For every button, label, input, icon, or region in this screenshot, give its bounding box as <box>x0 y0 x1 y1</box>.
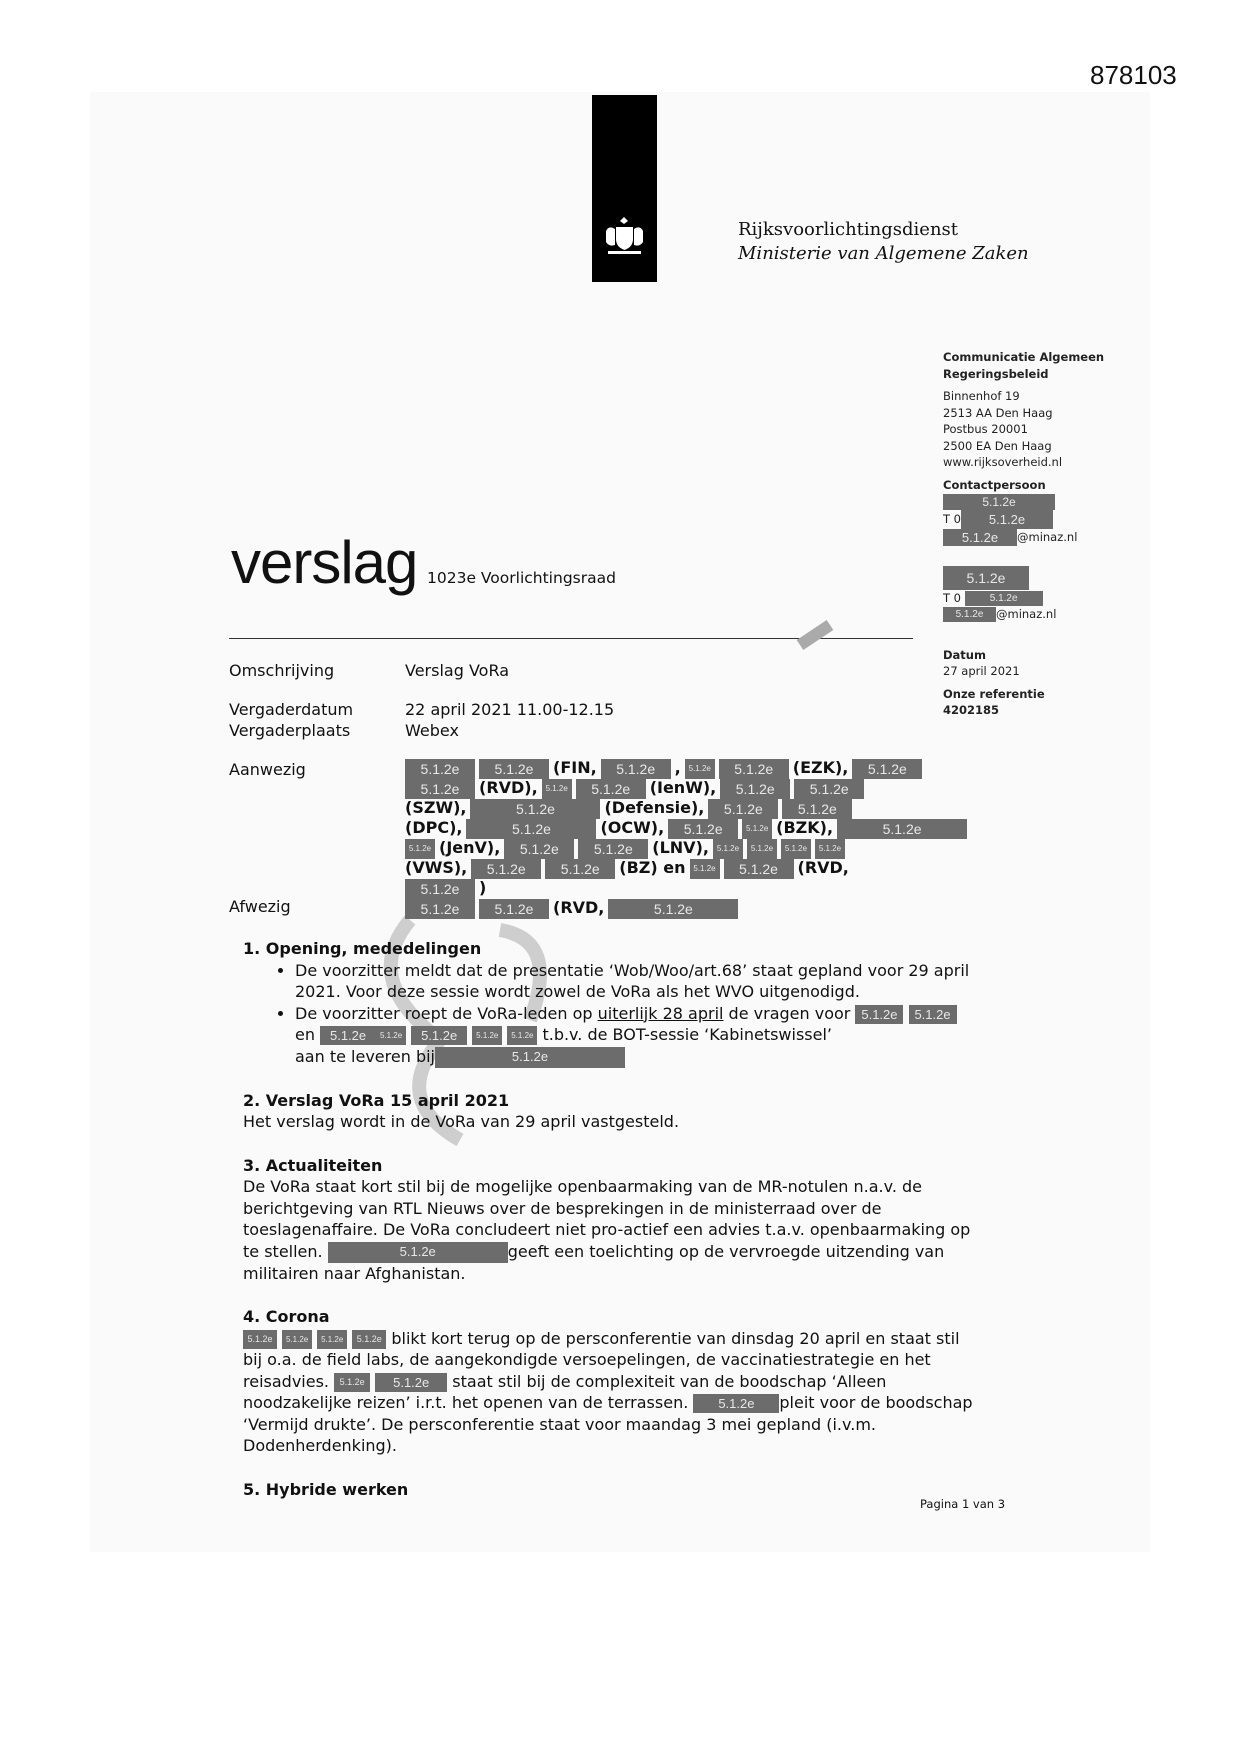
redaction: 5.1.2e <box>943 529 1017 546</box>
redaction: 5.1.2e <box>411 1026 467 1045</box>
divider <box>229 638 913 639</box>
redaction: 5.1.2e <box>320 1026 376 1045</box>
redaction: 5.1.2e <box>608 899 738 919</box>
section-heading: 3. Actualiteiten <box>243 1155 383 1175</box>
reference-label: Onze referentie <box>943 686 1045 701</box>
redaction: 5.1.2e <box>472 1026 502 1045</box>
redaction: 5.1.2e <box>782 799 852 819</box>
org-name: Rijksvoorlichtingsdienst <box>738 219 959 240</box>
redaction: 5.1.2e <box>943 607 996 622</box>
redaction: 5.1.2e <box>708 799 778 819</box>
department-text: (SZW), <box>405 798 467 817</box>
attendee-line <box>405 798 856 819</box>
text: t.b.v. de BOT-sessie ‘Kabinetswissel’ <box>542 1025 833 1044</box>
underlined-text: uiterlijk 28 april <box>597 1003 724 1023</box>
redaction: 5.1.2e <box>545 859 615 879</box>
redaction: 5.1.2e <box>405 899 475 919</box>
coat-of-arms-icon <box>602 213 647 258</box>
redaction: 5.1.2e <box>471 859 541 879</box>
text: pleit voor de boodschap ‘Vermijd drukte’. De persconferentie staat voor maandag 3 mei gepland (i.v.m. Dodenherdenking). <box>243 1393 973 1455</box>
section-heading: 2. Verslag VoRa 15 april 2021 <box>243 1090 510 1110</box>
phone-prefix: T 0 <box>943 511 961 526</box>
section-text: Het verslag wordt in de VoRa van 29 april vastgesteld. <box>243 1112 680 1131</box>
redaction: 5.1.2e <box>742 819 772 839</box>
redaction: 5.1.2e <box>719 759 789 779</box>
department-text: (DPC), <box>405 818 463 837</box>
contact-label: Contactpersoon <box>943 477 1046 492</box>
department-text: (LNV), <box>652 838 709 857</box>
address-line: 2513 AA Den Haag <box>943 405 1053 420</box>
reference-value: 4202185 <box>943 703 1000 717</box>
redaction: 5.1.2e <box>601 759 671 779</box>
redaction: 5.1.2e <box>943 494 1055 510</box>
label-vergaderplaats: Vergaderplaats <box>229 721 351 740</box>
attendee-line <box>405 758 926 779</box>
redaction: 5.1.2e <box>282 1330 312 1349</box>
section-text <box>243 1328 973 1457</box>
section-heading: 4. Corona <box>243 1307 330 1326</box>
redaction: 5.1.2e <box>542 779 572 799</box>
redaction: 5.1.2e <box>943 566 1029 590</box>
document-subtitle: 1023e Voorlichtingsraad <box>427 569 616 587</box>
redaction: 5.1.2e <box>781 839 811 859</box>
document-number: 878103 <box>1090 60 1177 90</box>
attendee-line <box>405 878 490 899</box>
redaction: 5.1.2e <box>405 839 435 859</box>
department-text: (RVD, <box>797 858 849 877</box>
redaction: 5.1.2e <box>909 1005 957 1024</box>
redaction: 5.1.2e <box>578 839 648 859</box>
text: en <box>295 1025 315 1044</box>
redaction: 5.1.2e <box>405 879 475 899</box>
redaction: 5.1.2e <box>713 839 743 859</box>
ministry-name: Ministerie van Algemene Zaken <box>738 243 1029 264</box>
redaction: 5.1.2e <box>852 759 922 779</box>
text: De VoRa staat kort stil bij de mogelijke openbaarmaking van de MR-notulen n.a.v. de berichtgeving van RTL Nieuws over de besprekingen in de ministerraad over de toeslagenaffaire. De VoRa concludeert niet pro-actief een advies t.a.v. openbaarmaking op te stellen. <box>243 1177 971 1261</box>
department-text: (EZK), <box>792 758 849 777</box>
attendee-line <box>405 778 868 799</box>
redaction: 5.1.2e <box>470 799 600 819</box>
redaction: 5.1.2e <box>479 759 549 779</box>
department-text: (RVD), <box>479 778 538 797</box>
redaction: 5.1.2e <box>965 591 1043 606</box>
attendee-line <box>405 838 849 859</box>
page-number: Pagina 1 van 3 <box>920 1497 1006 1511</box>
text: staat stil bij de complexiteit van de boodschap ‘Alleen noodzakelijke reizen’ i.r.t. het openen van de terrassen. <box>243 1371 887 1412</box>
department-text: (BZ) en <box>619 858 686 877</box>
redaction: 5.1.2e <box>479 899 549 919</box>
label-aanwezig: Aanwezig <box>229 760 306 779</box>
redaction: 5.1.2e <box>668 819 738 839</box>
redaction: 5.1.2e <box>405 759 475 779</box>
value-omschrijving: Verslag VoRa <box>405 661 510 680</box>
text: de vragen voor <box>723 1003 851 1023</box>
date-label: Datum <box>943 647 986 662</box>
redaction: 5.1.2e <box>352 1330 386 1349</box>
text: De voorzitter roept de VoRa-leden op <box>295 1003 598 1023</box>
address-line: Binnenhof 19 <box>943 389 1020 403</box>
department-text: ) <box>479 878 487 897</box>
department-text: (OCW), <box>600 818 665 837</box>
government-logo <box>592 95 657 282</box>
redaction: 5.1.2e <box>693 1394 779 1413</box>
redaction: 5.1.2e <box>690 859 720 879</box>
website-link[interactable]: www.rijksoverheid.nl <box>943 455 1063 469</box>
department-text: (JenV), <box>439 838 501 857</box>
redaction: 5.1.2e <box>794 779 864 799</box>
redaction: 5.1.2e <box>815 839 845 859</box>
redaction: 5.1.2e <box>375 1373 447 1392</box>
redaction: 5.1.2e <box>576 779 646 799</box>
text: geeft een toelichting op de vervroegde uitzending van militairen naar Afghanistan. <box>243 1241 945 1283</box>
dept-line2: Regeringsbeleid <box>943 366 1049 381</box>
section-text <box>243 1176 973 1284</box>
date-value: 27 april 2021 <box>943 664 1020 678</box>
email-suffix: @minaz.nl <box>1017 529 1078 544</box>
email-suffix: @minaz.nl <box>996 607 1057 621</box>
department-text: (Defensie), <box>604 798 705 817</box>
value-vergaderdatum: 22 april 2021 11.00-12.15 <box>405 700 615 719</box>
department-text: (IenW), <box>649 778 717 797</box>
address-line: 2500 EA Den Haag <box>943 438 1052 453</box>
dept-line1: Communicatie Algemeen <box>943 350 1105 364</box>
address-line: Postbus 20001 <box>943 422 1028 436</box>
text: aan te leveren bij <box>295 1046 435 1066</box>
redaction: 5.1.2e <box>724 859 794 879</box>
department-text: (BZK), <box>776 818 834 837</box>
department-text: , <box>674 758 681 777</box>
redaction: 5.1.2e <box>747 839 777 859</box>
redaction: 5.1.2e <box>720 779 790 799</box>
attendee-line <box>405 898 742 919</box>
label-omschrijving: Omschrijving <box>229 661 335 680</box>
document-title: verslag <box>231 529 418 596</box>
redaction: 5.1.2e <box>837 819 967 839</box>
bullet-item <box>295 1003 973 1068</box>
department-text: (FIN, <box>553 758 597 777</box>
value-vergaderplaats: Webex <box>405 721 459 740</box>
redaction: 5.1.2e <box>504 839 574 859</box>
redaction: 5.1.2e <box>328 1242 508 1263</box>
redaction: 5.1.2e <box>243 1330 277 1349</box>
bullet-item: • De voorzitter meldt dat de presentatie ‘Wob/Woo/art.68’ staat gepland voor 29 april 2021. Voor deze sessie wordt zowel de VoRa als het WVO uitgenodigd. <box>295 960 973 1003</box>
section-heading: 5. Hybride werken <box>243 1479 409 1499</box>
department-text: (RVD, <box>553 898 605 917</box>
redaction: 5.1.2e <box>376 1026 406 1045</box>
section-1 <box>243 938 973 1500</box>
redaction: 5.1.2e <box>405 779 475 799</box>
text: blikt kort terug op de persconferentie van dinsdag 20 april en staat stil bij o.a. de field labs, de aangekondigde versoepelingen, de vaccinatiestrategie en het reisadvies. <box>243 1328 960 1391</box>
label-afwezig: Afwezig <box>229 897 291 916</box>
redaction: 5.1.2e <box>961 510 1053 529</box>
redaction: 5.1.2e <box>855 1005 903 1024</box>
attendee-line <box>405 818 971 839</box>
department-text: (VWS), <box>405 858 468 877</box>
organization-name <box>738 218 1029 266</box>
redaction: 5.1.2e <box>685 759 715 779</box>
redaction: 5.1.2e <box>507 1026 537 1045</box>
attendee-line <box>405 858 853 879</box>
phone-prefix: T 0 <box>943 590 961 605</box>
redaction: 5.1.2e <box>334 1373 370 1392</box>
redaction: 5.1.2e <box>466 819 596 839</box>
sender-block <box>943 349 1104 719</box>
section-heading: 1. Opening, mededelingen <box>243 939 482 958</box>
redaction: 5.1.2e <box>317 1330 347 1349</box>
redaction: 5.1.2e <box>435 1047 625 1068</box>
label-vergaderdatum: Vergaderdatum <box>229 700 354 719</box>
